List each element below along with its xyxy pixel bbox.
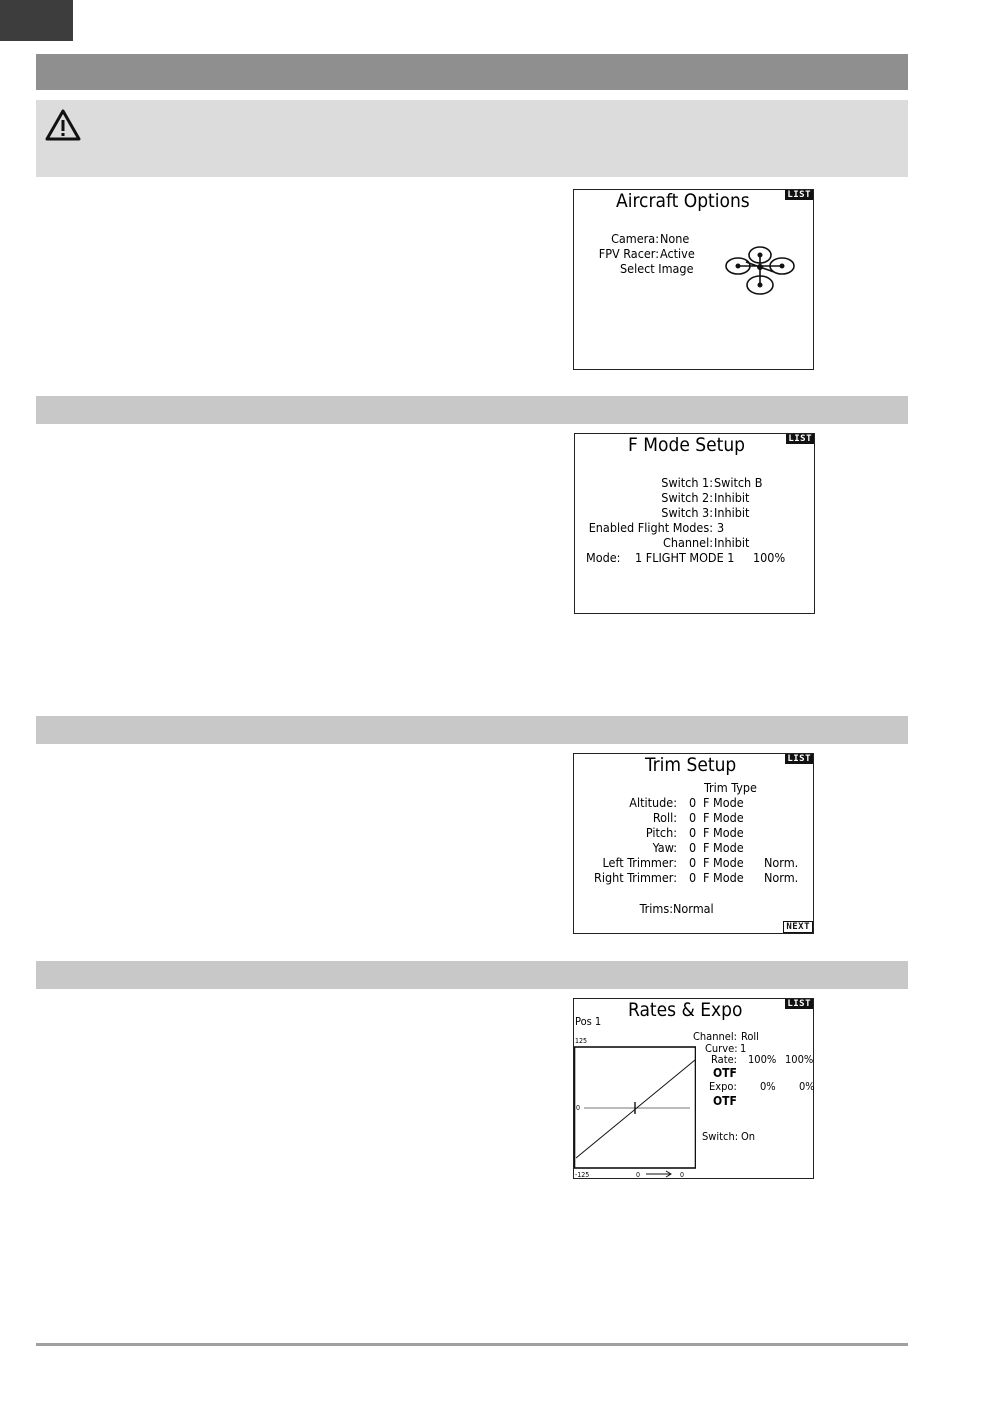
roll-type[interactable]: F Mode (703, 810, 744, 825)
section-bar (36, 961, 908, 989)
enabled-flight-modes-label: Enabled Flight Modes: (588, 520, 713, 535)
switch-2-value[interactable]: Inhibit (714, 490, 750, 505)
screen-title: Trim Setup (645, 754, 737, 776)
channel-label: Channel: (693, 1030, 737, 1043)
mode-percent: 100% (753, 550, 786, 565)
rates-curve-graph (574, 1046, 696, 1170)
graph-bottom-label: -125 (575, 1171, 590, 1179)
yaw-value: 0 (689, 840, 697, 855)
quadcopter-icon (724, 242, 796, 298)
left-trimmer-value: 0 (689, 855, 697, 870)
list-button[interactable]: LIST (787, 754, 811, 764)
right-trimmer-mode[interactable]: Norm. (764, 870, 799, 885)
fpv-racer-value[interactable]: Active (660, 246, 695, 261)
altitude-label: Altitude: (629, 795, 677, 810)
right-trimmer-value: 0 (689, 870, 697, 885)
yaw-label: Yaw: (652, 840, 677, 855)
page-corner-tab (0, 0, 73, 41)
graph-top-label: 125 (575, 1037, 588, 1045)
right-trimmer-type[interactable]: F Mode (703, 870, 744, 885)
position-label: Pos 1 (575, 1015, 602, 1028)
channel-value[interactable]: Inhibit (714, 535, 750, 550)
camera-value[interactable]: None (660, 231, 690, 246)
yaw-type[interactable]: F Mode (703, 840, 744, 855)
trim-type-header: Trim Type (704, 780, 757, 795)
rate-right-value[interactable]: 100% (785, 1053, 814, 1066)
pitch-label: Pitch: (645, 825, 677, 840)
section-bar (36, 396, 908, 424)
mode-label: Mode: (586, 550, 621, 565)
expo-otf-label[interactable]: OTF (713, 1094, 737, 1108)
left-trimmer-type[interactable]: F Mode (703, 855, 744, 870)
rates-expo-screen (573, 998, 814, 1179)
trims-value[interactable]: Normal (673, 901, 714, 916)
channel-label: Channel: (663, 535, 713, 550)
graph-mid-label: 0 (576, 1104, 581, 1112)
expo-left-value[interactable]: 0% (760, 1080, 776, 1093)
switch-3-label: Switch 3: (661, 505, 713, 520)
curve-value[interactable]: 1 (740, 1042, 747, 1055)
switch-value[interactable]: On (741, 1130, 756, 1143)
f-mode-setup-screen (574, 433, 815, 614)
roll-label: Roll: (652, 810, 677, 825)
switch-2-label: Switch 2: (661, 490, 713, 505)
trims-label: Trims: (639, 901, 673, 916)
next-button[interactable]: NEXT (783, 921, 813, 933)
right-trimmer-label: Right Trimmer: (594, 870, 677, 885)
trim-setup-screen (573, 753, 814, 934)
curve-label: Curve: (705, 1042, 738, 1055)
screen-title: Aircraft Options (616, 190, 750, 212)
warning-box (36, 100, 908, 177)
left-trimmer-label: Left Trimmer: (602, 855, 677, 870)
left-trimmer-mode[interactable]: Norm. (764, 855, 799, 870)
list-button[interactable]: LIST (788, 434, 812, 444)
list-button[interactable]: LIST (787, 999, 811, 1009)
section-header-bar (36, 54, 908, 90)
expo-right-value[interactable]: 0% (799, 1080, 815, 1093)
switch-3-value[interactable]: Inhibit (714, 505, 750, 520)
graph-x-start-label: 0 (636, 1171, 641, 1179)
switch-1-value[interactable]: Switch B (714, 475, 763, 490)
switch-1-label: Switch 1: (661, 475, 713, 490)
mode-value[interactable]: 1 FLIGHT MODE 1 (635, 550, 735, 565)
rate-otf-label[interactable]: OTF (713, 1066, 737, 1080)
footer-rule (36, 1343, 908, 1346)
altitude-value: 0 (689, 795, 697, 810)
pitch-type[interactable]: F Mode (703, 825, 744, 840)
list-button[interactable]: LIST (787, 190, 811, 200)
expo-label: Expo: (709, 1080, 737, 1093)
altitude-type[interactable]: F Mode (703, 795, 744, 810)
select-image-option[interactable]: Select Image (620, 261, 694, 276)
fpv-racer-label: FPV Racer: (598, 246, 659, 261)
pitch-value: 0 (689, 825, 697, 840)
screen-title: F Mode Setup (628, 434, 746, 456)
arrow-right-icon (644, 1170, 674, 1178)
channel-value[interactable]: Roll (741, 1030, 759, 1043)
rate-label: Rate: (711, 1053, 738, 1066)
rate-left-value[interactable]: 100% (748, 1053, 777, 1066)
graph-x-end-label: 0 (680, 1171, 685, 1179)
switch-label: Switch: (702, 1130, 739, 1143)
enabled-flight-modes-value[interactable]: 3 (717, 520, 725, 535)
roll-value: 0 (689, 810, 697, 825)
warning-triangle-icon (44, 108, 82, 142)
camera-label: Camera: (611, 231, 659, 246)
aircraft-options-screen (573, 189, 814, 370)
screen-title: Rates & Expo (628, 999, 743, 1021)
section-bar (36, 716, 908, 744)
